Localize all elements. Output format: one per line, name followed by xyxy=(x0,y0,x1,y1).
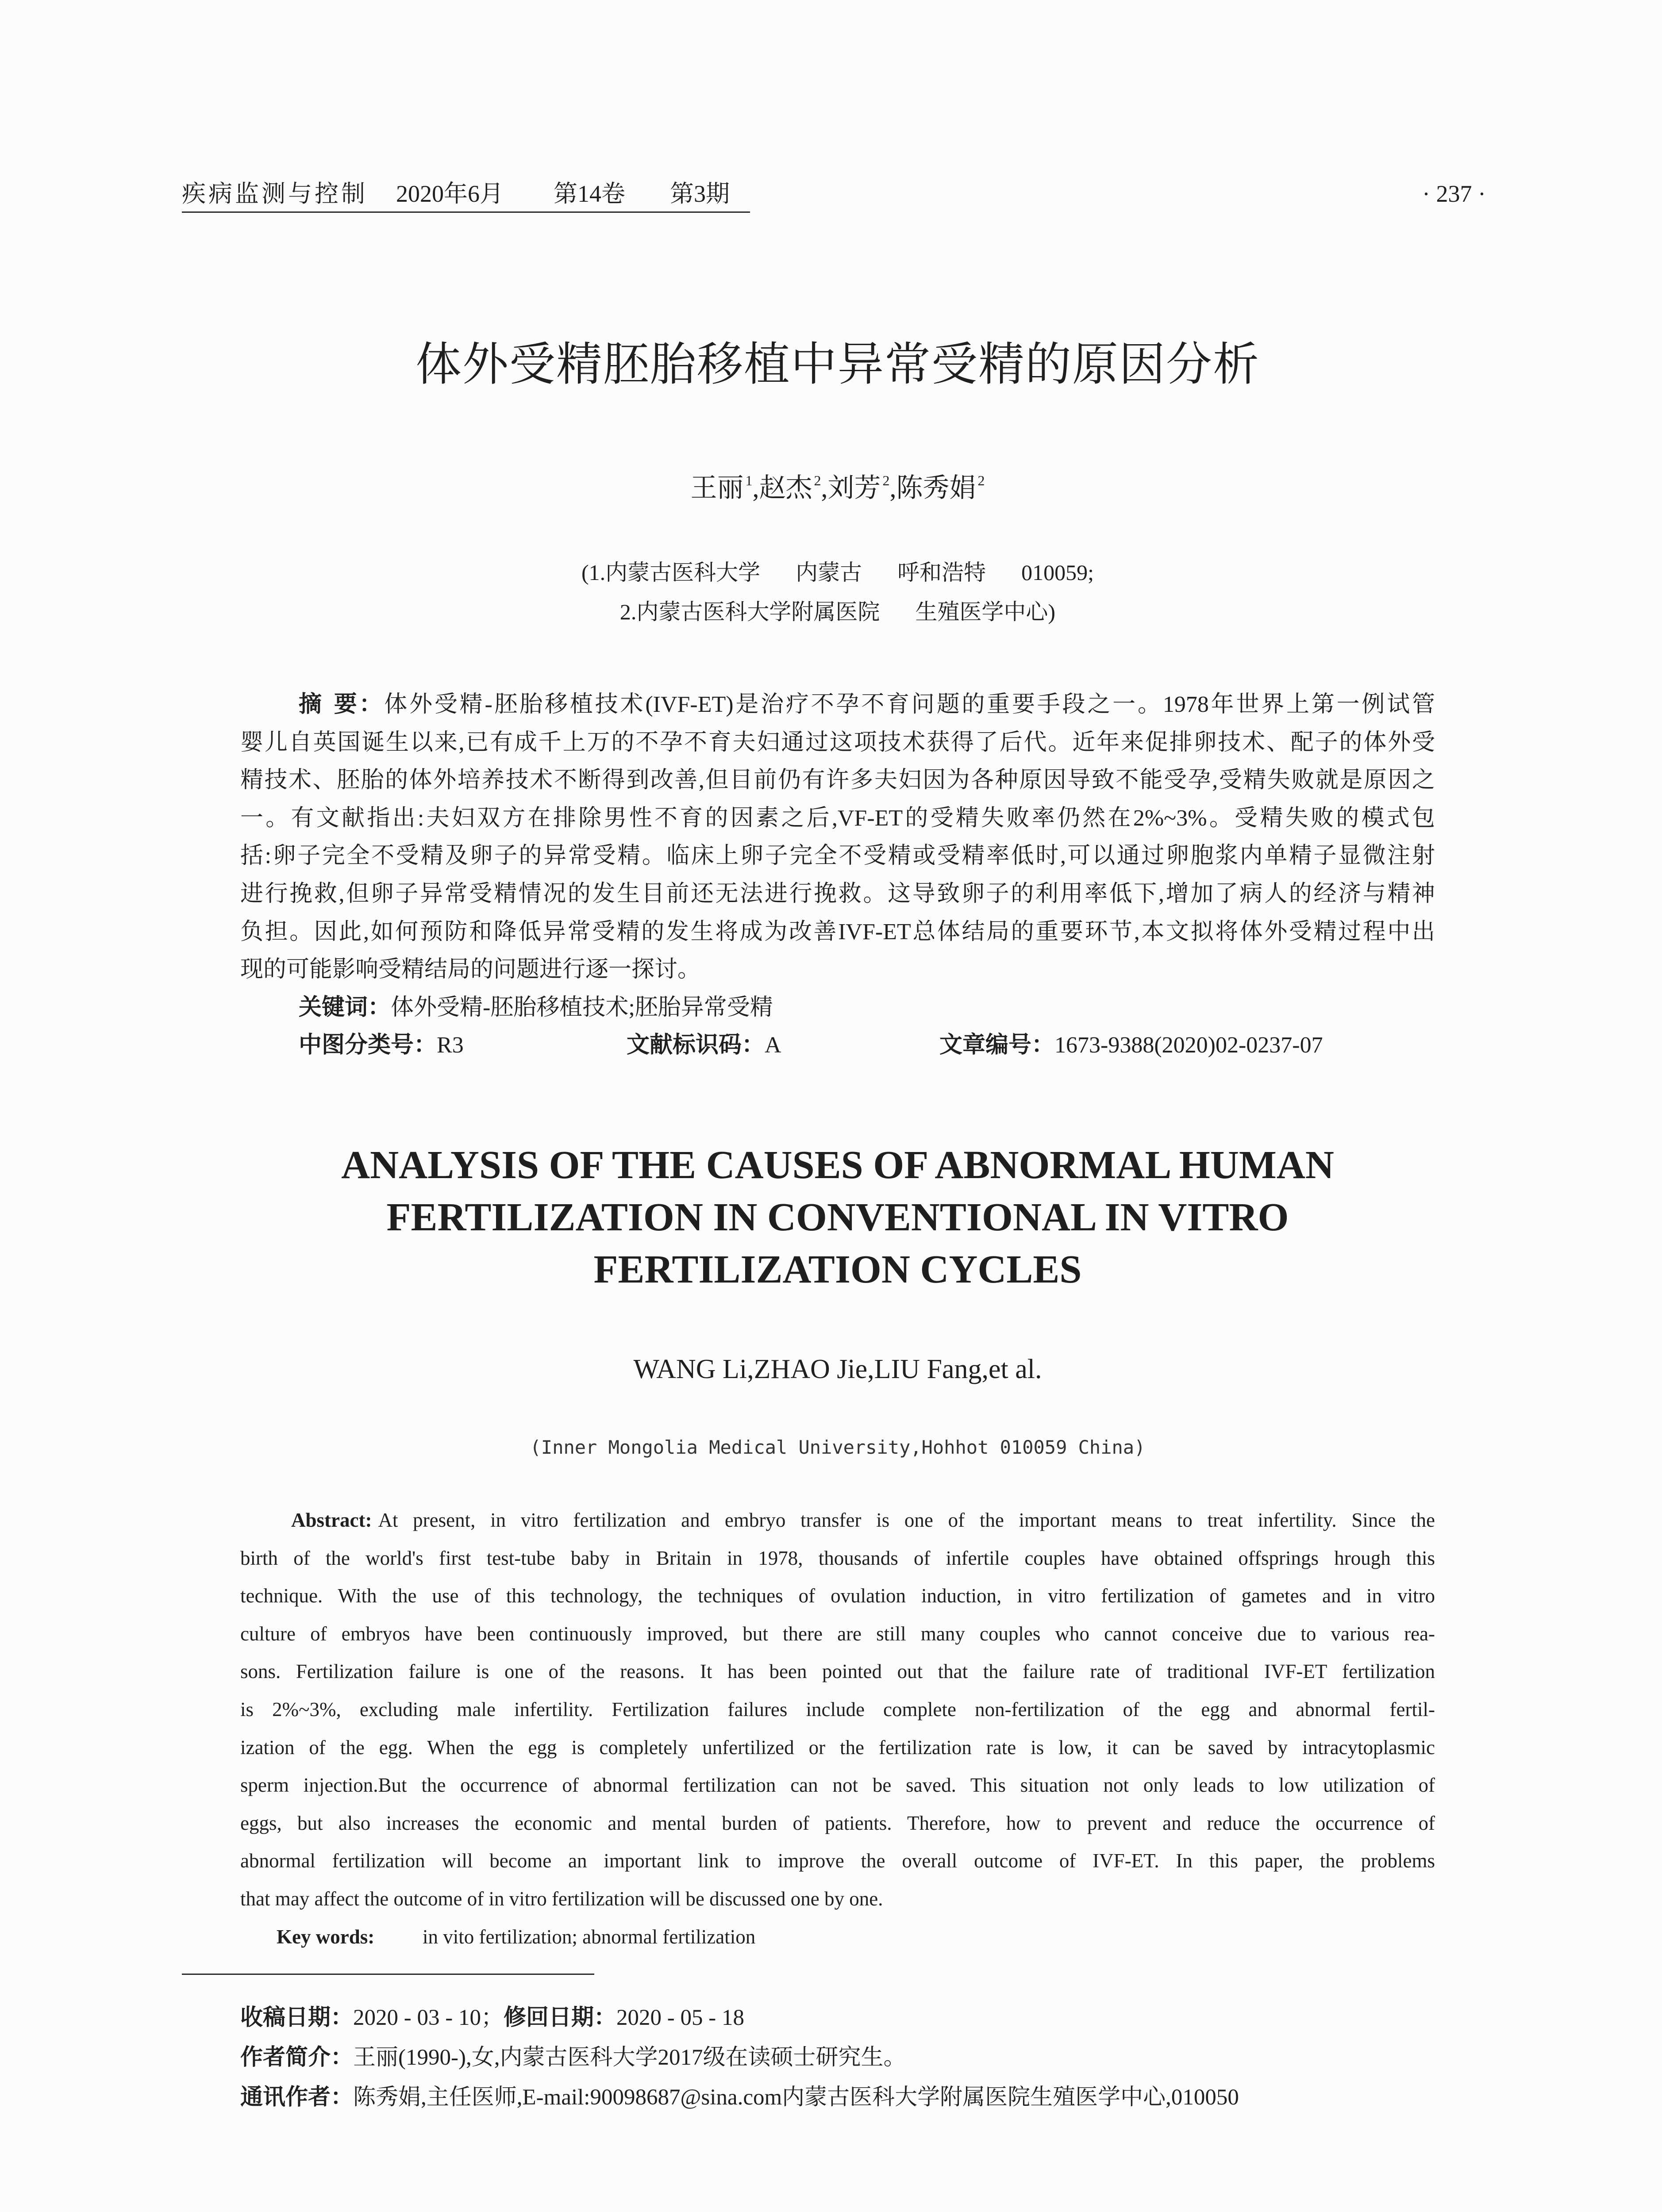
abstract-cn-line: 精技术、胚胎的体外培养技术不断得到改善,但目前仍有许多夫妇因为各种原因导致不能受孕,受精失败就是原因之 xyxy=(240,768,1435,793)
abstract-cn-text: 体外受精-胚胎移植技术(IVF-ET)是治疗不孕不育问题的重要手段之一。1978年世界上第一例试管 xyxy=(384,692,1435,717)
title-en-line: FERTILIZATION IN CONVENTIONAL IN VITRO xyxy=(386,1195,1289,1239)
abstract-en-line: sons. Fertilization failure is one of the reasons. It has been pointed out that the failure rate of traditional IVF-ET fertilization xyxy=(240,1660,1435,1683)
abstract-en-line: culture of embryos have been continuously improved, but there are still many couples who cannot conceive due to various rea- xyxy=(240,1622,1435,1645)
received-label: 收稿日期： xyxy=(240,2005,354,2031)
affiliation-en: (Inner Mongolia Medical University,Hohhot 010059 China) xyxy=(530,1436,1146,1458)
corresponding-label: 通讯作者： xyxy=(240,2084,354,2110)
abstract-cn-line: 进行挽救,但卵子异常受精情况的发生目前还无法进行挽救。这导致卵子的利用率低下,增加了病人的经济与精神 xyxy=(240,881,1435,906)
affiliation-line-2 xyxy=(240,594,1435,630)
footnote-dates xyxy=(240,1998,1479,2038)
keywords-cn-label: 关键词： xyxy=(299,994,391,1021)
revised-date: 2020 - 05 - 18 xyxy=(616,2005,744,2030)
header-underline xyxy=(182,211,750,213)
abstract-en-text: At present, in vitro fertilization and embryo transfer is one of the important means to treat infertility. Since the xyxy=(378,1509,1435,1531)
author-separator: , xyxy=(889,473,896,503)
paper-title-cn: 体外受精胚胎移植中异常受精的原因分析 xyxy=(415,337,1260,391)
clc-value: R3 xyxy=(437,1033,464,1058)
received-date: 2020 - 03 - 10； xyxy=(353,2005,504,2030)
author-affil-sup: 2 xyxy=(882,472,890,488)
author-list-cn xyxy=(240,461,1435,508)
author-affil-sup: 2 xyxy=(977,472,985,488)
abstract-en-line: eggs, but also increases the economic and mental burden of patients. Therefore, how to prevent and reduce the occurrence of xyxy=(240,1812,1435,1834)
volume-number: 第14卷 xyxy=(554,180,625,207)
abstract-cn xyxy=(240,686,1435,1064)
footnote-rule xyxy=(182,1974,594,1975)
affiliation-segment: 2.内蒙古医科大学附属医院 xyxy=(619,599,880,624)
document-code-value: A xyxy=(765,1033,781,1058)
title-en-line: ANALYSIS OF THE CAUSES OF ABNORMAL HUMAN xyxy=(341,1143,1334,1187)
abstract-en-line: that may affect the outcome of in vitro fertilization will be discussed one by one. xyxy=(240,1887,883,1910)
affiliation-segment: (1.内蒙古医科大学 xyxy=(581,560,761,585)
article-number xyxy=(939,1026,1323,1064)
author-name: 王丽 xyxy=(690,473,744,503)
document-code xyxy=(627,1026,781,1064)
affiliation-line-1 xyxy=(240,555,1435,590)
classification-line xyxy=(240,1026,1435,1064)
clc-label: 中图分类号： xyxy=(299,1032,437,1059)
author-name: 刘芳 xyxy=(827,473,881,503)
author-separator: , xyxy=(821,473,828,503)
title-en-line: FERTILIZATION CYCLES xyxy=(593,1248,1082,1291)
footnote-corresponding xyxy=(240,2078,1479,2117)
article-number-label: 文章编号： xyxy=(939,1032,1055,1059)
abstract-cn-line: 负担。因此,如何预防和降低异常受精的发生将成为改善IVF-ET总体结局的重要环节,本文拟将体外受精过程中出 xyxy=(240,919,1435,945)
keywords-en-value: in vito fertilization; abnormal fertilization xyxy=(423,1925,756,1948)
affiliation-segment: 生殖医学中心) xyxy=(915,599,1056,624)
author-list-en: WANG Li,ZHAO Jie,LIU Fang,et al. xyxy=(633,1354,1042,1384)
paper-title-en xyxy=(240,1139,1435,1296)
abstract-cn-label: 摘 要： xyxy=(299,691,385,718)
abstract-en-line: birth of the world's first test-tube baby in Britain in 1978, thousands of infertile couples have obtained offsprings hrough this xyxy=(240,1547,1435,1569)
affiliation-segment: 010059; xyxy=(1021,560,1094,585)
corresponding-text: 陈秀娟,主任医师,E-mail:90098687@sina.com内蒙古医科大学附属医院生殖医学中心,010050 xyxy=(353,2085,1239,2110)
author-name: 陈秀娟 xyxy=(896,473,976,503)
abstract-en-line: sperm injection.But the occurrence of abnormal fertilization can not be saved. This situation not only leads to low utilization of xyxy=(240,1774,1435,1797)
revised-label: 修回日期： xyxy=(503,2005,616,2031)
author-separator: , xyxy=(752,473,759,503)
abstract-en-line: abnormal fertilization will become an important link to improve the overall outcome of IVF-ET. In this paper, the problems xyxy=(240,1850,1435,1872)
keywords-en xyxy=(240,1918,1435,1956)
abstract-en-line xyxy=(240,1502,1435,1540)
abstract-cn-line: 婴儿自英国诞生以来,已有成千上万的不孕不育夫妇通过这项技术获得了后代。近年来促排卵技术、配子的体外受 xyxy=(240,730,1435,755)
footnotes xyxy=(240,1998,1479,2117)
author-bio-text: 王丽(1990-),女,内蒙古医科大学2017级在读硕士研究生。 xyxy=(353,2045,906,2070)
author-name: 赵杰 xyxy=(759,473,812,503)
keywords-en-label: Key words: xyxy=(277,1925,375,1948)
running-header xyxy=(0,177,1662,211)
issue-number: 第3期 xyxy=(670,180,730,207)
article-number-value: 1673-9388(2020)02-0237-07 xyxy=(1054,1033,1323,1058)
abstract-en-label: Abstract: xyxy=(291,1509,372,1531)
abstract-cn-line xyxy=(240,686,1435,724)
abstract-en-line: technique. With the use of this technology, the techniques of ovulation induction, in vitro fertilization of gametes and in vitro xyxy=(240,1585,1435,1607)
abstract-cn-line: 括:卵子完全不受精及卵子的异常受精。临床上卵子完全不受精或受精率低时,可以通过卵胞浆内单精子显微注射 xyxy=(240,843,1435,869)
author-affil-sup: 2 xyxy=(814,472,821,488)
clc-number xyxy=(299,1026,464,1064)
keywords-cn xyxy=(240,989,1435,1027)
abstract-en-line: ization of the egg. When the egg is completely unfertilized or the fertilization rate is low, it can be saved by intracytoplasmic xyxy=(240,1736,1435,1759)
abstract-cn-line: 现的可能影响受精结局的问题进行逐一探讨。 xyxy=(240,957,701,983)
abstract-en-line: is 2%~3%, excluding male infertility. Fertilization failures include complete non-fertilization of the egg and abnormal fertil- xyxy=(240,1698,1435,1720)
footnote-author-bio xyxy=(240,2038,1479,2078)
affiliation-segment: 呼和浩特 xyxy=(897,560,986,585)
keywords-cn-value: 体外受精-胚胎移植技术;胚胎异常受精 xyxy=(391,995,773,1020)
abstract-en xyxy=(240,1502,1435,1956)
affiliation-segment: 内蒙古 xyxy=(796,560,862,585)
author-bio-label: 作者简介： xyxy=(240,2044,354,2070)
document-code-label: 文献标识码： xyxy=(627,1032,765,1059)
issue-date: 2020年6月 xyxy=(396,180,504,207)
page-number: · 237 · xyxy=(1422,180,1486,207)
author-affil-sup: 1 xyxy=(745,472,753,488)
abstract-cn-line: 一。有文献指出:夫妇双方在排除男性不育的因素之后,VF-ET的受精失败率仍然在2%~3%。受精失败的模式包 xyxy=(240,805,1435,831)
journal-name: 疾病监测与控制 xyxy=(182,180,368,207)
